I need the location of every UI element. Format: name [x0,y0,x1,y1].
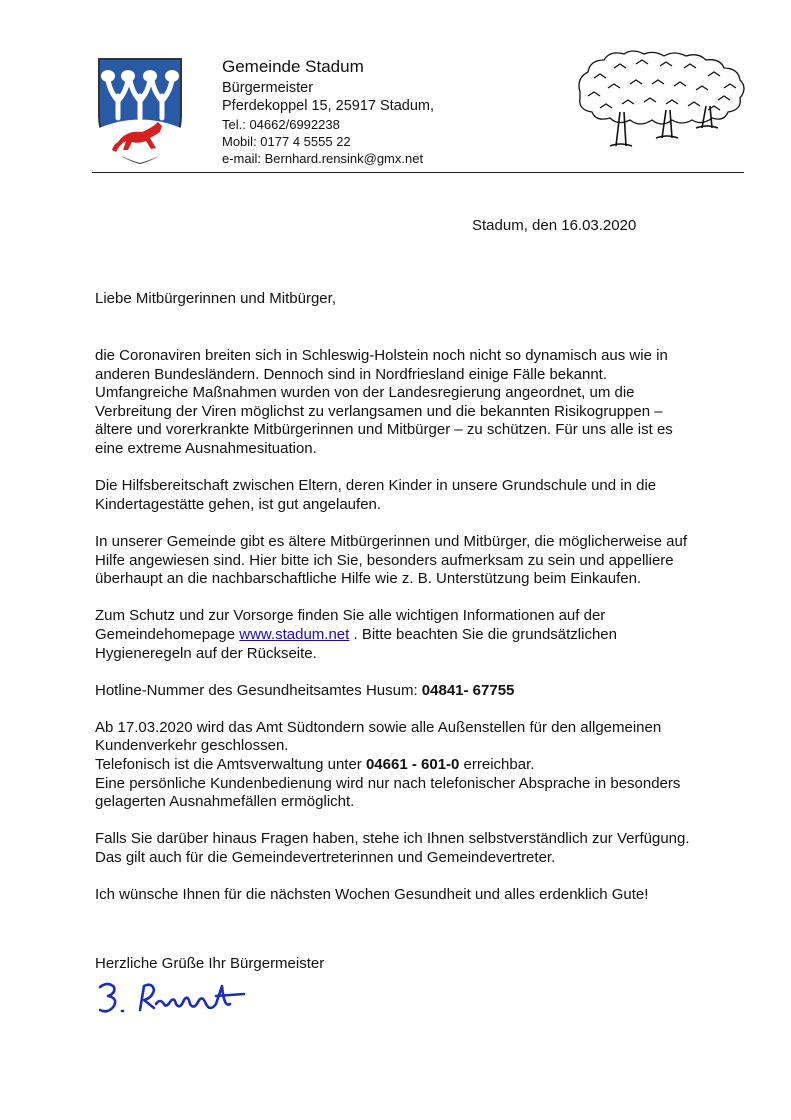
text-line: Hygieneregeln auf der Rückseite. [95,644,317,662]
letterhead-mobile: Mobil: 0177 4 5555 22 [222,134,351,149]
paragraph-corona-situation [95,347,755,459]
text-line: Falls Sie darüber hinaus Fragen haben, stehe ich Ihnen selbstverständlich zur Verfügung. [95,830,690,848]
hotline-label: Hotline-Nummer des Gesundheitsamtes Husum: [95,681,422,699]
paragraph-elderly-help [95,533,755,589]
hotline-number: 04841- 67755 [421,681,515,699]
text-line: Kundenverkehr geschlossen. [95,737,289,755]
closing-greeting: Herzliche Grüße Ihr Bürgermeister [95,955,325,972]
text-line: anderen Bundesländern. Dennoch sind in Nordfriesland einige Fälle bekannt. [95,365,608,383]
paragraph-questions [95,830,755,867]
paragraph-information [95,607,755,663]
text-fragment: Telefonisch ist die Amtsverwaltung unter [95,756,366,774]
letterhead-role: Bürgermeister [222,80,314,96]
text-line: überhaupt an die nachbarschaftliche Hilfe wie z. B. Unterstützung beim Einkaufen. [95,570,642,588]
paragraph-wishes [95,886,755,905]
text-line: Ab 17.03.2020 wird das Amt Südtondern sowie alle Außenstellen für den allgemeinen [95,718,662,736]
homepage-link[interactable]: www.stadum.net [239,625,350,643]
letterhead-address: Pferdekoppel 15, 25917 Stadum, [222,98,435,114]
paragraph-helpfulness [95,477,755,514]
date-line: Stadum, den 16.03.2020 [472,217,637,234]
text-fragment: . Bitte beachten Sie die grundsätzlichen [349,625,617,643]
text-fragment: erreichbar. [459,756,535,774]
text-line: Hilfe angewiesen sind. Hier bitte ich Sie, besonders aufmerksam zu sein und appelliere [95,551,674,569]
text-line: Das gilt auch für die Gemeindevertreterinnen und Gemeindevertreter. [95,849,556,867]
office-phone-number: 04661 - 601-0 [365,756,460,774]
text-line: Eine persönliche Kundenbedienung wird nur nach telefonischer Absprache in besonders [95,774,681,792]
coat-of-arms-logo [96,56,184,166]
text-line: Die Hilfsbereitschaft zwischen Eltern, deren Kinder in unsere Grundschule und in die [95,477,657,495]
letterhead-email: e-mail: Bernhard.rensink@gmx.net [222,151,424,166]
paragraph-hotline [95,682,755,701]
signature [94,978,254,1020]
letterhead-phone: Tel.: 04662/6992238 [222,117,340,132]
text-line: In unserer Gemeinde gibt es ältere Mitbürgerinnen und Mitbürger, die möglicherweise auf [95,532,687,550]
text-line [95,626,755,645]
text-line: gelagerten Ausnahmefällen ermöglicht. [95,793,355,811]
text-line: ältere und vorerkrankte Mitbürgerinnen und Mitbürger – zu schützen. Für uns alle ist es [95,421,673,439]
trees-illustration [574,48,750,148]
text-line: eine extreme Ausnahmesituation. [95,439,317,457]
salutation: Liebe Mitbürgerinnen und Mitbürger, [95,290,336,307]
header-divider [92,172,744,173]
letterhead-municipality: Gemeinde Stadum [222,57,364,76]
text-line: Ich wünsche Ihnen für die nächsten Wochen Gesundheit und alles erdenklich Gute! [95,886,649,904]
text-line: Umfangreiche Maßnahmen wurden von der Landesregierung angeordnet, um die [95,384,635,402]
text-line: Kindertagestätte gehen, ist gut angelaufen. [95,495,382,513]
text-line: Verbreitung der Viren möglichst zu verlangsamen und die bekannten Risikogruppen – [95,402,663,420]
text-line: die Coronaviren breiten sich in Schleswig-Holstein noch nicht so dynamisch aus wie in [95,347,668,364]
text-line: Zum Schutz und zur Vorsorge finden Sie alle wichtigen Informationen auf der [95,607,606,625]
paragraph-office-closure [95,719,755,812]
letter-body [95,347,755,923]
text-fragment: Gemeindehomepage [95,625,240,643]
text-line [95,756,755,775]
